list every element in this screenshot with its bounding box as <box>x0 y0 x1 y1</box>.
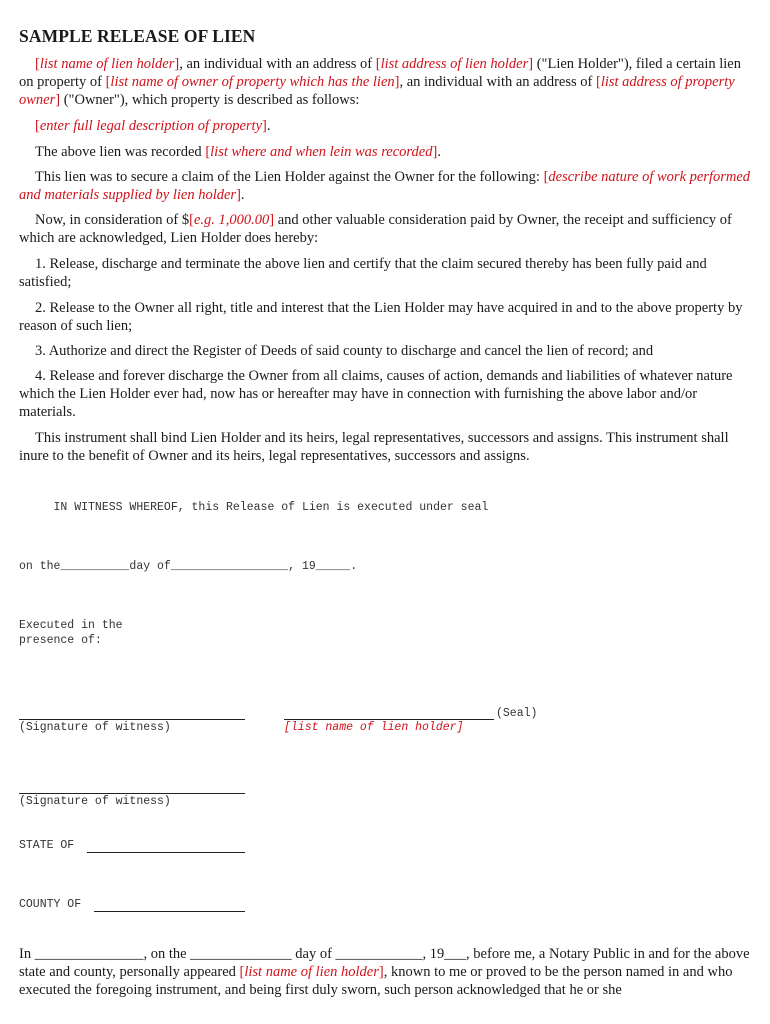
paragraph-clause-1 <box>19 255 751 291</box>
paragraph-clause-3 <box>19 342 751 360</box>
paragraph-clause-2 <box>19 299 751 335</box>
text: ("Owner"), which property is described as follows: <box>60 92 360 108</box>
text: ("Lien Holder"), filed a certain lien on property of <box>19 56 741 90</box>
bracket: [ <box>35 118 40 134</box>
executed-in-presence-line2: presence of: <box>19 634 102 647</box>
text: This instrument shall bind Lien Holder and its heirs, legal representatives, successors and assigns. This instrument shall inure to the benefit of Owner and its heirs, legal representatives, successors and assigns. <box>19 430 729 464</box>
placeholder-notary-lien-holder-name[interactable]: list name of lien holder <box>244 964 379 980</box>
text: 1. Release, discharge and terminate the above lien and certify that the claim secured thereby has been fully paid and satisfied; <box>19 256 707 290</box>
placeholder-owner-name[interactable]: list name of owner of property which has the lien <box>110 74 395 90</box>
bracket: ] <box>378 964 384 980</box>
placeholder-legal-description[interactable]: enter full legal description of property <box>39 118 263 134</box>
paragraph-notary <box>19 945 751 999</box>
bracket: ] <box>55 92 61 108</box>
text: The above lien was recorded <box>35 144 206 160</box>
text: and other valuable consideration paid by Owner, the receipt and sufficiency of which are acknowledged, Lien Holder does hereby: <box>19 212 732 246</box>
bracket: ] <box>236 187 241 203</box>
bracket: ] <box>528 56 534 72</box>
document-title: SAMPLE RELEASE OF LIEN <box>19 26 256 46</box>
placeholder-amount[interactable]: e.g. 1,000.00 <box>193 212 270 228</box>
bracket: [ <box>35 56 40 72</box>
text: . <box>266 118 271 134</box>
bracket: [ <box>375 56 381 72</box>
text: In _______________, on the ______________ day of ____________, 19___, before me, a Notary Public in and for the above state and county, personally appeared <box>19 946 750 980</box>
paragraph-consideration <box>19 211 751 247</box>
bracket: ] <box>262 118 267 134</box>
placeholder-owner-address[interactable]: list address of property owner <box>19 74 735 108</box>
witness-1-label: (Signature of witness) <box>19 721 171 734</box>
text: 3. Authorize and direct the Register of Deeds of said county to discharge and cancel the lien of record; and <box>35 343 654 359</box>
placeholder-lien-holder-address[interactable]: list address of lien holder <box>380 56 529 72</box>
text: . <box>437 144 441 160</box>
text: , an individual with an address of <box>399 74 596 90</box>
bracket: ] <box>394 74 400 90</box>
state-field-line[interactable] <box>87 852 245 853</box>
text: , known to me or proved to be the person named in and who executed the foregoing instrument, and being first duly sworn, such person acknowledged that he or she <box>19 964 733 998</box>
text: , an individual with an address of <box>179 56 376 72</box>
bracket: [ <box>239 964 245 980</box>
placeholder-recorded-where-when[interactable]: list where and when lein was recorded <box>210 144 433 160</box>
bracket: ] <box>432 144 438 160</box>
bracket: [ <box>595 74 601 90</box>
executed-in-presence-line1: Executed in the <box>19 619 123 632</box>
bracket: [ <box>543 169 549 185</box>
paragraph-recorded <box>19 143 751 161</box>
paragraph-clause-4 <box>19 367 751 421</box>
seal-label: (Seal) <box>496 707 538 720</box>
bracket: [ <box>205 144 211 160</box>
bracket: ] <box>269 212 275 228</box>
paragraph-binding <box>19 429 751 465</box>
text: 4. Release and forever discharge the Owner from all claims, causes of action, demands and liabilities of whatever nature which the Lien Holder ever had, now has or hereafter may have in connection with furnishing the above labor and/or materials. <box>19 368 733 420</box>
paragraph-parties <box>19 55 751 109</box>
bracket: ] <box>174 56 180 72</box>
text: This lien was to secure a claim of the Lien Holder against the Owner for the following: <box>35 169 544 185</box>
county-field-line[interactable] <box>94 911 245 912</box>
text: 2. Release to the Owner all right, title and interest that the Lien Holder may have acquired in and to the above property by reason of such lien; <box>19 300 743 334</box>
text: . <box>240 187 245 203</box>
placeholder-lien-holder-name[interactable]: list name of lien holder <box>39 56 175 72</box>
state-label: STATE OF <box>19 839 75 852</box>
witness-2-label: (Signature of witness) <box>19 795 171 808</box>
county-label: COUNTY OF <box>19 898 82 911</box>
placeholder-nature-of-work[interactable]: describe nature of work performed and materials supplied by lien holder <box>19 169 751 203</box>
witness-whereof: IN WITNESS WHEREOF, this Release of Lien is executed under seal <box>19 501 489 514</box>
execution-date-line[interactable]: on the__________day of_________________, 19_____. <box>19 560 358 573</box>
text: Now, in consideration of $ <box>35 212 190 228</box>
paragraph-claim <box>19 168 751 204</box>
bracket: [ <box>105 74 111 90</box>
bracket: [ <box>189 212 194 228</box>
paragraph-legal-description <box>19 117 751 135</box>
placeholder-lien-holder-signer[interactable]: [list name of lien holder] <box>284 721 464 734</box>
